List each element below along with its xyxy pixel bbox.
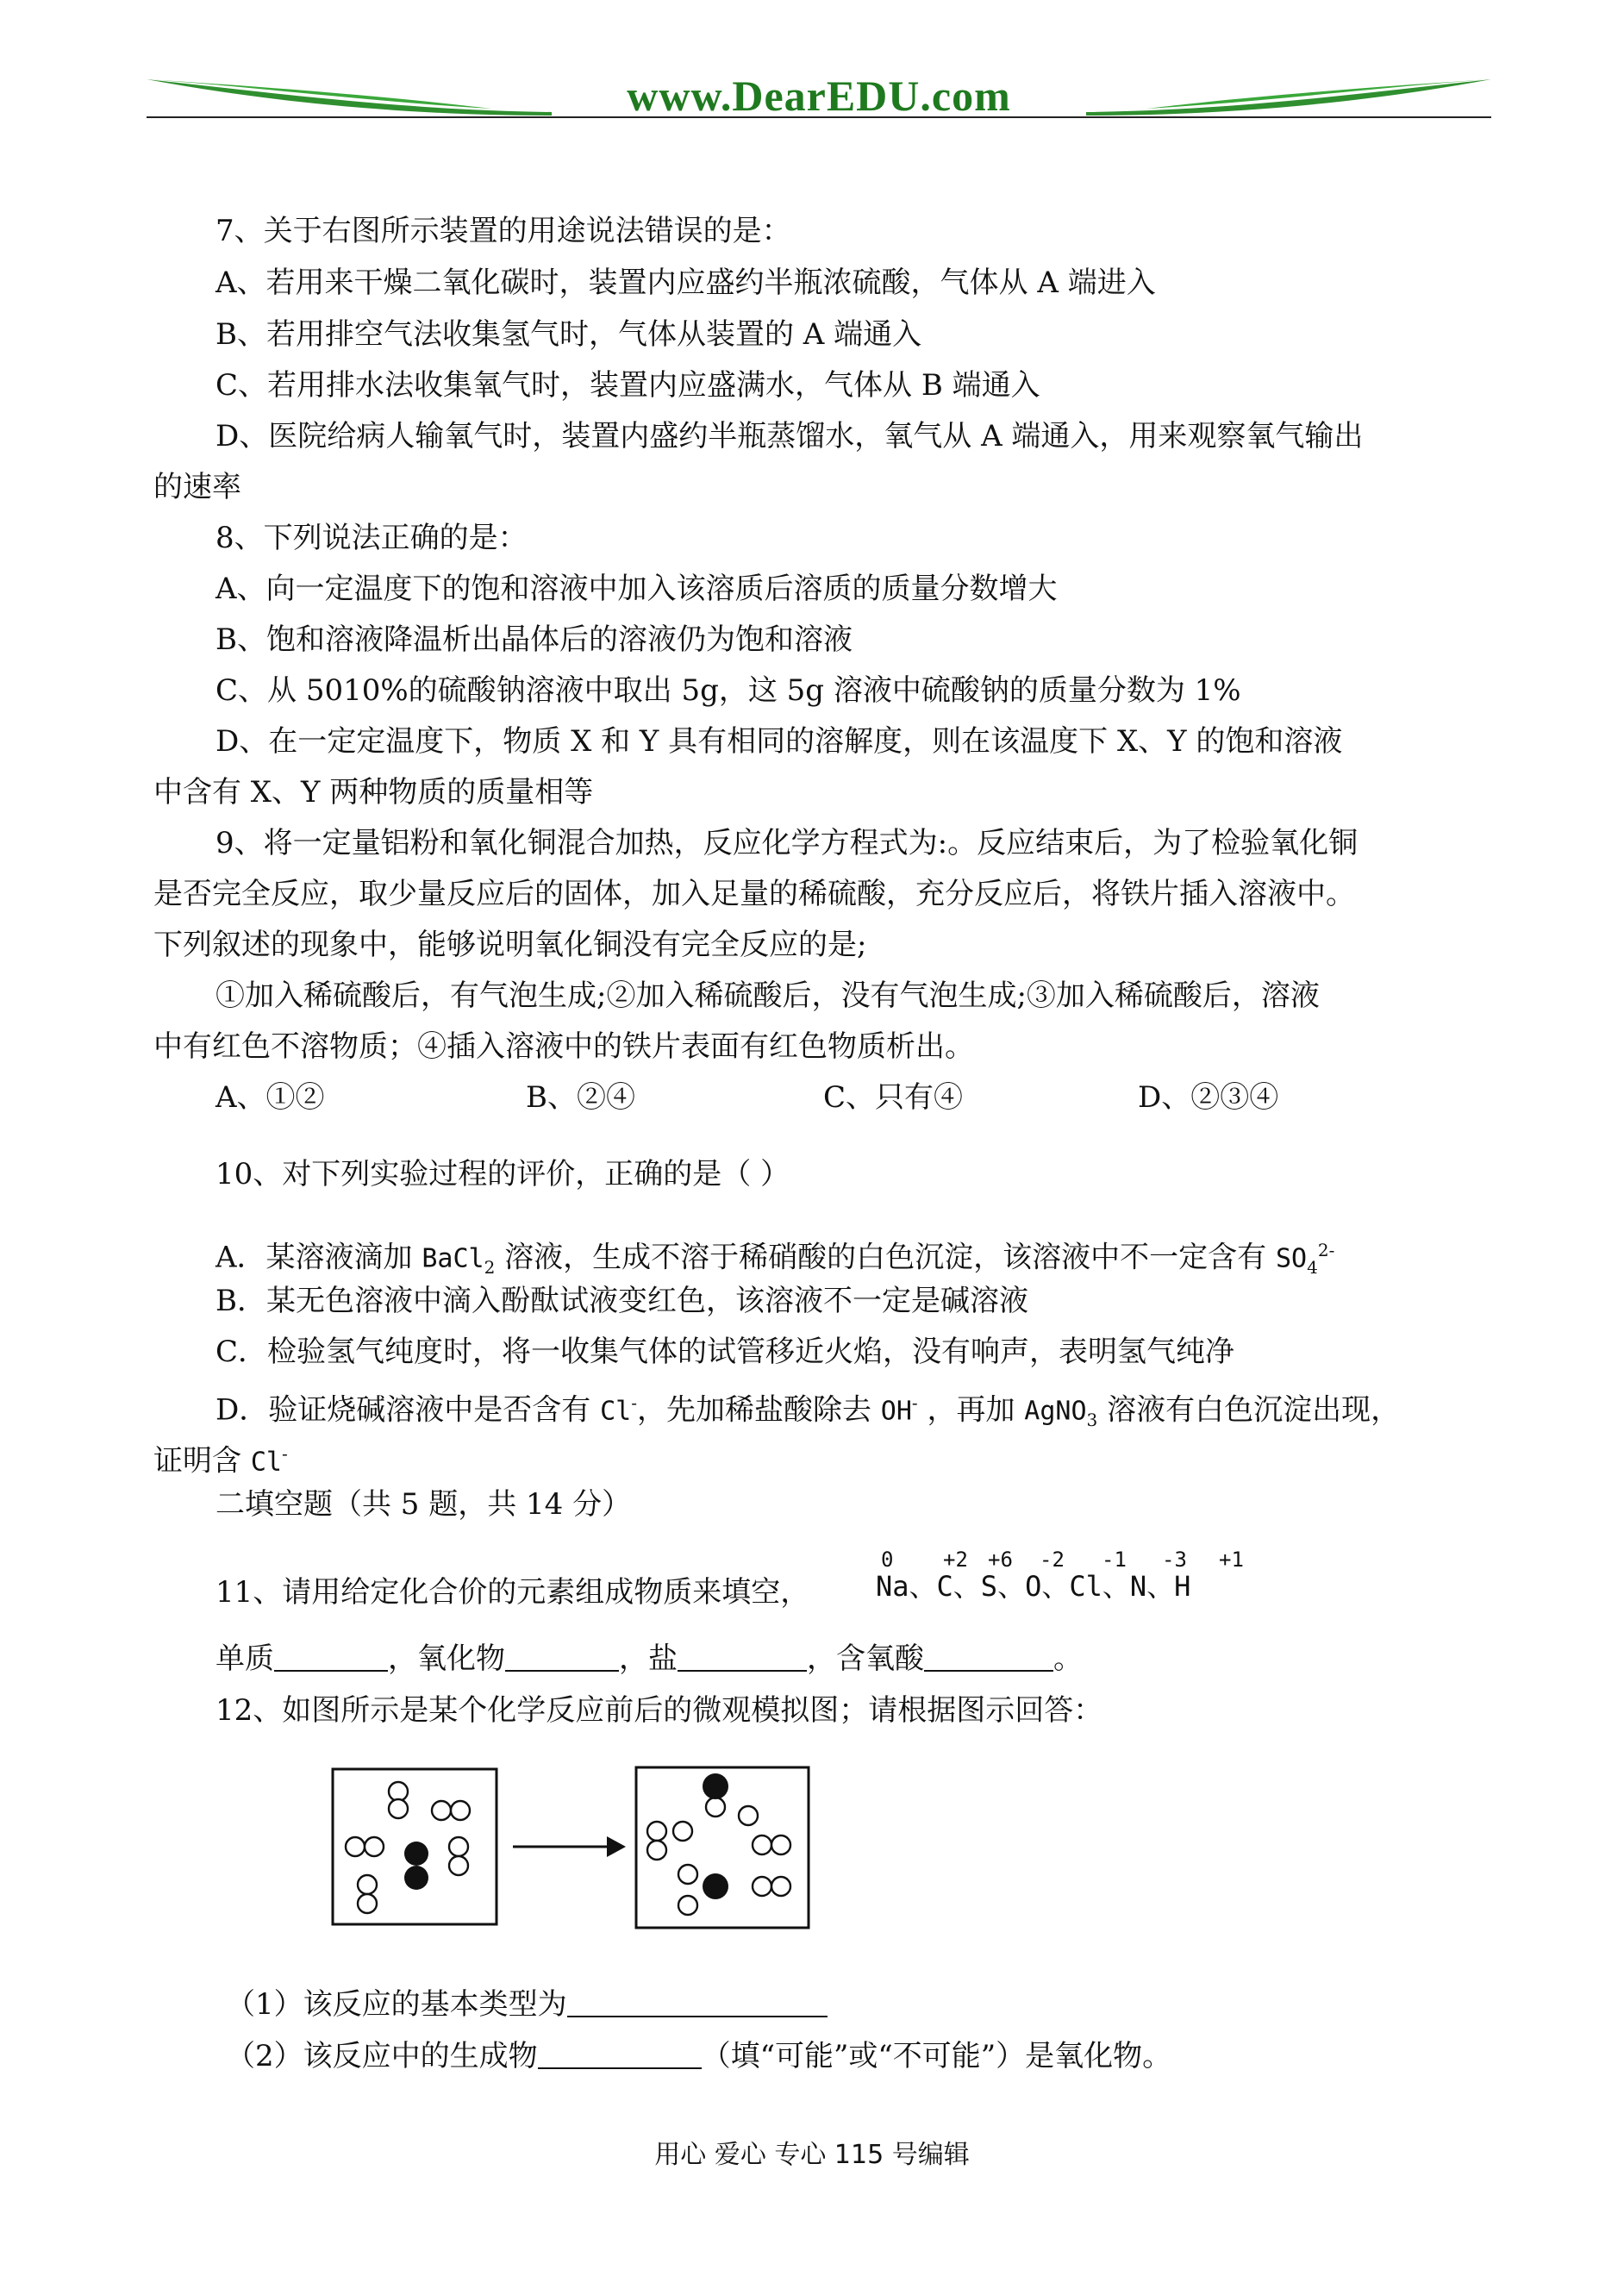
- before-atom: [432, 1801, 451, 1820]
- q7-option-c: C、若用排水法收集氧气时，装置内应盛满水，气体从 B 端通入: [215, 368, 1040, 403]
- q10-option-a: [215, 1231, 1334, 1286]
- q12-sub2-text2: （填“可能”或“不可能”）是氧化物。: [701, 2039, 1172, 2073]
- before-atom: [389, 1799, 408, 1818]
- q9-line1: 9、将一定量铝粉和氧化铜混合加热，反应化学方程式为:。反应结束后，为了检验氧化铜: [215, 826, 1359, 860]
- q11-label-element: 单质: [215, 1642, 274, 1676]
- after-atom: [753, 1877, 771, 1896]
- q12-sub2-text1: （2）该反应中的生成物: [226, 2039, 538, 2073]
- before-atom: [358, 1894, 377, 1913]
- q11-label-oxide: ，氧化物: [388, 1642, 505, 1676]
- q10-a-subscript2: 4: [1307, 1257, 1318, 1279]
- q10-a-text1: A．某溶液滴加: [215, 1240, 422, 1275]
- q7-stem: 7、关于右图所示装置的用途说法错误的是：: [215, 214, 791, 248]
- q10-d-agno3-sub: 3: [1086, 1410, 1098, 1431]
- after-atom: [678, 1896, 697, 1915]
- before-atom: [449, 1837, 468, 1856]
- q10-d-text4: 溶液有白色沉淀出现，: [1097, 1392, 1401, 1428]
- before-atom: [451, 1801, 470, 1820]
- reaction-arrowhead: [607, 1836, 626, 1857]
- q9-option-d: D、②③④: [1138, 1080, 1279, 1115]
- after-atom: [771, 1835, 790, 1854]
- after-atom: [647, 1822, 666, 1841]
- section-2-title: 二填空题（共 5 题，共 14 分）: [215, 1487, 632, 1522]
- site-header: [147, 67, 1491, 136]
- before-black-atom: [404, 1842, 428, 1866]
- q8-option-c: C、从 5010%的硫酸钠溶液中取出 5g，这 5g 溶液中硫酸钠的质量分数为 1%: [215, 673, 1241, 708]
- reaction-micro-diagram: [328, 1759, 828, 1940]
- q12-sub1: [226, 1985, 828, 2023]
- q10-d2-text: 证明含: [153, 1443, 251, 1479]
- after-atom: [739, 1806, 758, 1825]
- q10-option-b: B．某无色溶液中滴入酚酞试液变红色，该溶液不一定是碱溶液: [215, 1284, 1028, 1318]
- q10-a-formula2: SO: [1275, 1243, 1308, 1274]
- valence-o: -2: [1040, 1548, 1065, 1572]
- q12-stem: 12、如图所示是某个化学反应前后的微观模拟图；请根据图示回答：: [215, 1693, 1103, 1728]
- q7-option-a: A、若用来干燥二氧化碳时，装置内应盛约半瓶浓硫酸，气体从 A 端进入: [215, 266, 1156, 300]
- before-atom: [389, 1782, 408, 1801]
- q9-line4: ①加入稀硫酸后，有气泡生成;②加入稀硫酸后，没有气泡生成;③加入稀硫酸后，溶液: [215, 979, 1320, 1013]
- q9-line5: 中有红色不溶物质；④插入溶液中的铁片表面有红色物质析出。: [153, 1029, 974, 1064]
- after-atom: [673, 1822, 692, 1841]
- q11-label-oxyacid: ，含氧酸: [807, 1642, 924, 1676]
- after-black-atom: [703, 1873, 728, 1899]
- q10-option-d-line2: [153, 1435, 288, 1481]
- q8-option-b: B、饱和溶液降温析出晶体后的溶液仍为饱和溶液: [215, 622, 853, 657]
- q12-sub1-text: （1）该反应的基本类型为: [226, 1987, 567, 2022]
- before-black-atom: [404, 1866, 428, 1890]
- valence-h: +1: [1219, 1548, 1244, 1572]
- q9-line3: 下列叙述的现象中，能够说明氧化铜没有完全反应的是;: [153, 928, 867, 962]
- q7-option-d-line2: 的速率: [153, 470, 241, 504]
- q10-option-c: C．检验氢气纯度时，将一收集气体的试管移近火焰，没有响声，表明氢气纯净: [215, 1335, 1235, 1369]
- q8-option-a: A、向一定温度下的饱和溶液中加入该溶质后溶质的质量分数增大: [215, 572, 1058, 606]
- q11-blank-element[interactable]: [274, 1644, 388, 1672]
- q10-d-text2: ，先加稀盐酸除去: [636, 1392, 881, 1428]
- site-logo-text: www.DearEDU.com: [627, 72, 1011, 120]
- q10-option-d-line1: [215, 1384, 1400, 1439]
- q10-d-text3: ，再加: [917, 1392, 1025, 1428]
- q10-d-oh-charge: -: [911, 1392, 918, 1413]
- before-atom: [346, 1837, 365, 1856]
- q11-blanks-line: [215, 1640, 1083, 1678]
- q10-d-cl: Cl: [600, 1396, 632, 1427]
- q10-stem: 10、对下列实验过程的评价，正确的是（ ）: [215, 1157, 790, 1191]
- after-atom: [771, 1877, 790, 1896]
- q10-a-text2: 溶液，生成不溶于稀硝酸的白色沉淀，该溶液中不一定含有: [495, 1240, 1276, 1275]
- after-atom: [647, 1841, 666, 1860]
- q7-option-b: B、若用排空气法收集氢气时，气体从装置的 A 端通入: [215, 317, 922, 352]
- after-atom: [753, 1835, 771, 1854]
- valence-s: +6: [988, 1548, 1013, 1572]
- q8-option-d-line1: D、在一定定温度下，物质 X 和 Y 具有相同的溶解度，则在该温度下 X、Y 的饱和溶液: [215, 724, 1343, 759]
- valence-n: -3: [1162, 1548, 1187, 1572]
- q10-a-subscript: 2: [484, 1257, 496, 1279]
- q10-d-agno3: AgNO: [1024, 1396, 1087, 1427]
- valence-cl: -1: [1102, 1548, 1127, 1572]
- q10-d-oh: OH: [880, 1396, 912, 1427]
- q11-blank-oxyacid[interactable]: [924, 1644, 1053, 1672]
- q7-option-d-line1: D、医院给病人输氧气时，装置内盛约半瓶蒸馏水，氧气从 A 端通入，用来观察氧气输出: [215, 419, 1364, 453]
- q9-option-b: B、②④: [526, 1080, 635, 1115]
- q11-blank-oxide[interactable]: [505, 1644, 619, 1672]
- q10-d-cl-charge: -: [631, 1392, 637, 1413]
- before-atom: [358, 1875, 377, 1894]
- valence-na: 0: [881, 1548, 894, 1572]
- q8-option-d-line2: 中含有 X、Y 两种物质的质量相等: [153, 775, 594, 810]
- q11-blank-salt[interactable]: [678, 1644, 807, 1672]
- q10-d-text1: D．验证烧碱溶液中是否含有: [215, 1392, 601, 1428]
- element-symbols: Na、C、S、O、Cl、N、H: [876, 1570, 1191, 1603]
- q10-a-formula: BaCl: [422, 1243, 484, 1274]
- q10-d2-cl: Cl: [250, 1447, 282, 1478]
- q10-d2-cl-charge: -: [281, 1443, 288, 1464]
- after-black-atom: [703, 1773, 728, 1799]
- q12-sub2: [226, 2037, 1171, 2075]
- q9-line2: 是否完全反应，取少量反应后的固体，加入足量的稀硫酸，充分反应后，将铁片插入溶液中。: [153, 877, 1355, 911]
- before-atom: [365, 1837, 384, 1856]
- q11-stem: 11、请用给定化合价的元素组成物质来填空，: [215, 1575, 810, 1610]
- q11-period: 。: [1053, 1642, 1083, 1676]
- q12-blank-oxide[interactable]: [538, 2042, 702, 2069]
- q9-option-c: C、只有④: [823, 1080, 964, 1115]
- q8-stem: 8、下列说法正确的是：: [215, 521, 528, 555]
- valence-c: +2: [943, 1548, 968, 1572]
- q10-a-superscript2: 2-: [1317, 1240, 1335, 1260]
- q9-option-a: A、①②: [215, 1080, 325, 1115]
- q11-label-salt: ，盐: [619, 1642, 678, 1676]
- after-atom: [678, 1865, 697, 1884]
- q12-blank-reaction-type[interactable]: [567, 1990, 828, 2017]
- page-footer: 用心 爱心 专心 115 号编辑: [654, 2140, 970, 2170]
- after-atom: [706, 1798, 725, 1817]
- before-atom: [449, 1856, 468, 1875]
